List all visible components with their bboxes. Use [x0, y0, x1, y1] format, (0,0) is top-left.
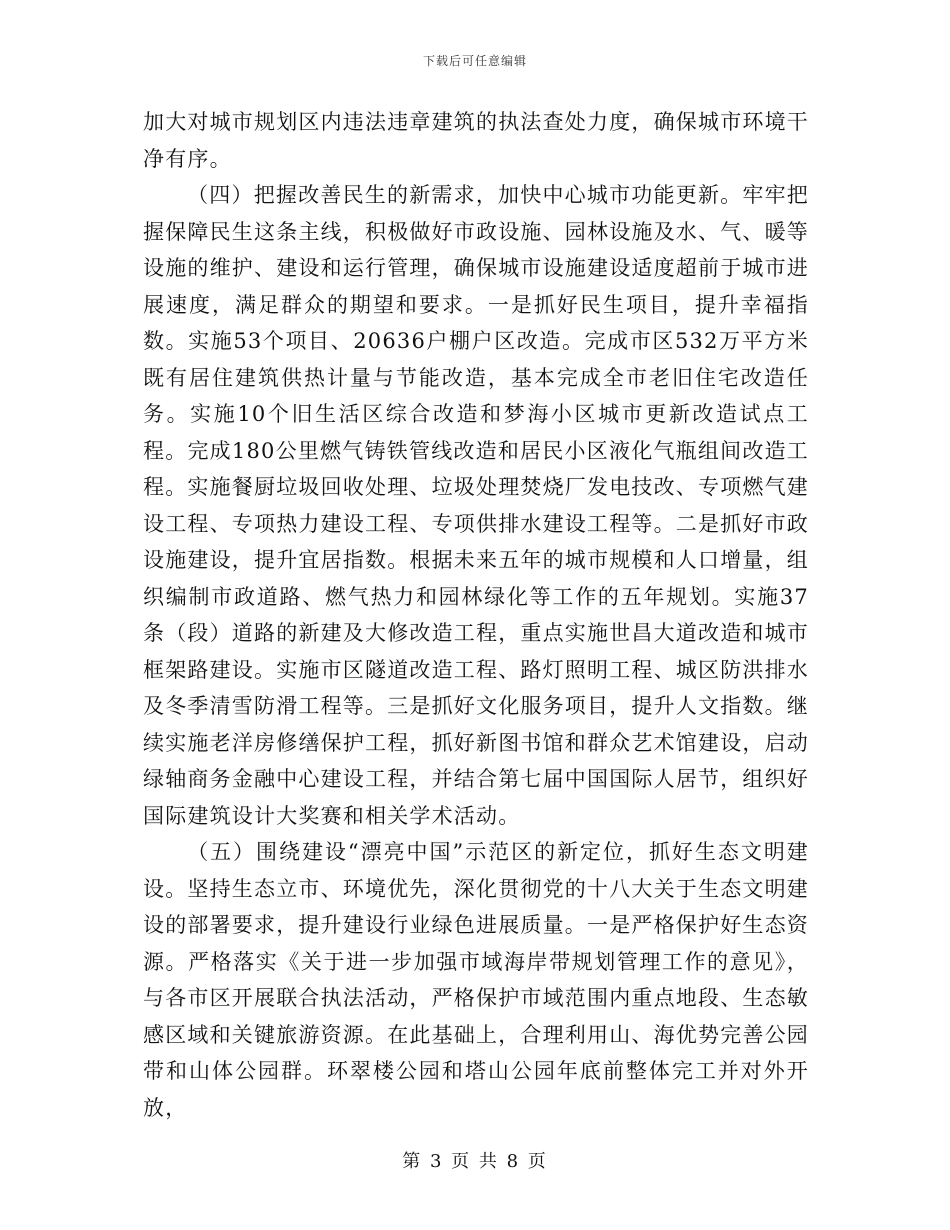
paragraph-section-five: （五）围绕建设“漂亮中国”示范区的新定位，抓好生态文明建设。坚持生态立市、环境优先，深化贯彻党的十八大关于生态文明建设的部署要求，提升建设行业绿色进展质量。一是严格保护好生态资源。严格落实《关于进一步加强市域海岸带规划管理工作的意见》，与各市区开展联合执法活动，严格保护市域范围内重点地段、生态敏感区域和关键旅游资源。在此基础上，合理利用山、海优势完善公园带和山体公园群。环翠楼公园和塔山公园年底前整体完工并对外开放， — [143, 840, 809, 1120]
paragraph-section-four: （四）把握改善民生的新需求，加快中心城市功能更新。牢牢把握保障民生这条主线，积极做好市政设施、园林设施及水、气、暖等设施的维护、建设和运行管理，确保城市设施建设适度超前于城市进展速度，满足群众的期望和要求。一是抓好民生项目，提升幸福指数。实施53个项目、20636户棚户区改造。完成市区532万平方米既有居住建筑供热计量与节能改造，基本完成全市老旧住宅改造任务。实施10个旧生活区综合改造和梦海小区城市更新改造试点工程。完成180公里燃气铸铁管线改造和居民小区液化气瓶组间改造工程。实施餐厨垃圾回收处理、垃圾处理焚烧厂发电技改、专项燃气建设工程、专项热力建设工程、专项供排水建设工程等。二是抓好市政设施建设，提升宜居指数。根据未来五年的城市规模和人口增量，组织编制市政道路、燃气热力和园林绿化等工作的五年规划。实施37条（段）道路的新建及大修改造工程，重点实施世昌大道改造和城市框架路建设。实施市区隧道改造工程、路灯照明工程、城区防洪排水及冬季清雪防滑工程等。三是抓好文化服务项目，提升人文指数。继续实施老洋房修缮保护工程，抓好新图书馆和群众艺术馆建设，启动绿轴商务金融中心建设工程，并结合第七届中国国际人居节，组织好国际建筑设计大奖赛和相关学术活动。 — [143, 183, 809, 828]
paragraph-continuation: 加大对城市规划区内违法违章建筑的执法查处力度，确保城市环境干净有序。 — [143, 110, 809, 171]
page-header: 下载后可任意编辑 — [422, 54, 527, 68]
document-body — [143, 104, 809, 1126]
page-number-footer: 第 3 页 共 8 页 — [402, 1151, 548, 1172]
